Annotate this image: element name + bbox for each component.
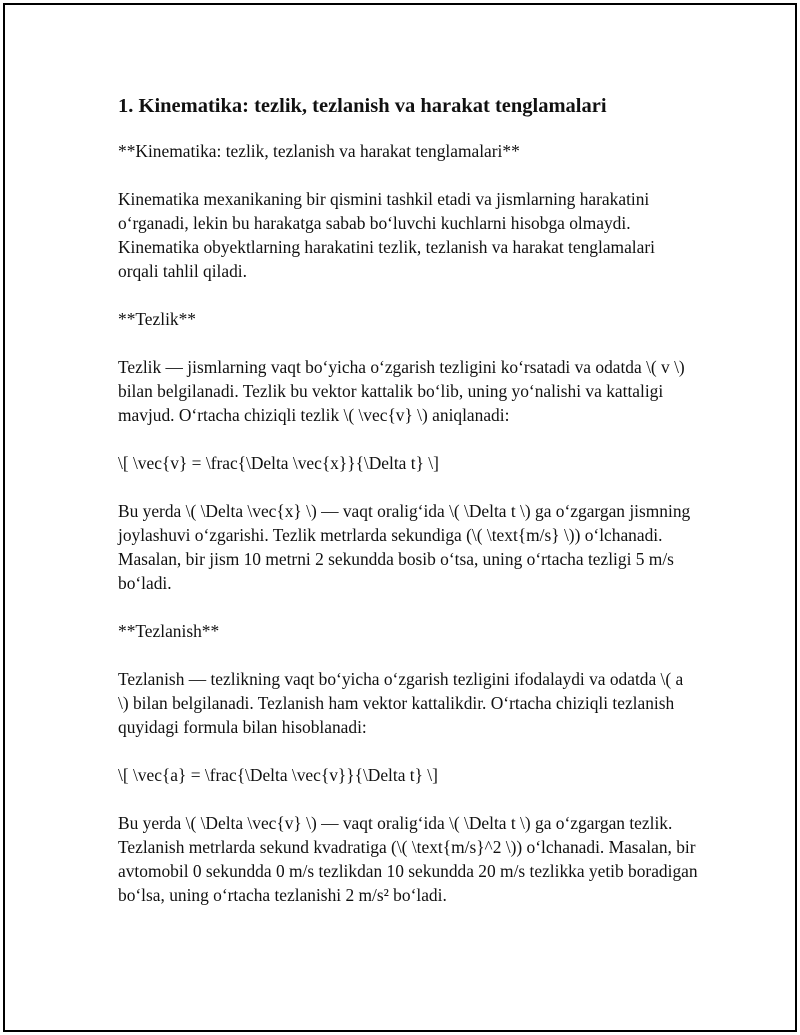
paragraph-bold-title: **Kinematika: tezlik, tezlanish va harakat tenglamalari** [118, 141, 520, 161]
document-body [118, 93, 698, 931]
paragraph-tezlik-definition: Tezlik — jismlarning vaqt bo‘yicha o‘zgarish tezligini ko‘rsatadi va odatda \( v \) bilan belgilanadi. Tezlik bu vektor kattalik bo‘lib, uning yo‘nalishi va kattaligi mavjud. O‘rtacha chiziqli tezlik \( \vec{v} \) aniqlanadi: [118, 357, 685, 425]
formula-acceleration: \[ \vec{a} = \frac{\Delta \vec{v}}{\Delta t} \] [118, 765, 438, 785]
paragraph-tezlik-heading: **Tezlik** [118, 309, 196, 329]
section-heading: 1. Kinematika: tezlik, tezlanish va harakat tenglamalari [118, 95, 607, 117]
paragraph-acceleration-explanation: Bu yerda \( \Delta \vec{v} \) — vaqt oralig‘ida \( \Delta t \) ga o‘zgargan tezlik. Tezlanish metrlarda sekund kvadratiga (\( \text{m/s}^2 \)) o‘lchanadi. Masalan, bir avtomobil 0 sekundda 0 m/s tezlikdan 10 sekundda 20 m/s tezlikka yetib boradigan bo‘lsa, uning o‘rtacha tezlanishi 2 m/s² bo‘ladi. [118, 813, 698, 905]
paragraph-tezlanish-definition: Tezlanish — tezlikning vaqt bo‘yicha o‘zgarish tezligini ifodalaydi va odatda \( a \) bilan belgilanadi. Tezlanish ham vektor kattalikdir. O‘rtacha chiziqli tezlanish quyidagi formula bilan hisoblanadi: [118, 669, 684, 737]
paragraph-intro: Kinematika mexanikaning bir qismini tashkil etadi va jismlarning harakatini o‘rganadi, lekin bu harakatga sabab bo‘luvchi kuchlarni hisobga olmaydi. Kinematika obyektlarning harakatini tezlik, tezlanish va harakat tenglamalari orqali tahlil qiladi. [118, 189, 655, 281]
paragraph-tezlanish-heading: **Tezlanish** [118, 621, 220, 641]
paragraph-velocity-explanation: Bu yerda \( \Delta \vec{x} \) — vaqt oralig‘ida \( \Delta t \) ga o‘zgargan jismning joylashuvi o‘zgarishi. Tezlik metrlarda sekundiga (\( \text{m/s} \)) o‘lchanadi. Masalan, bir jism 10 metrni 2 sekundda bosib o‘tsa, uning o‘rtacha tezligi 5 m/s bo‘ladi. [118, 501, 691, 593]
formula-velocity: \[ \vec{v} = \frac{\Delta \vec{x}}{\Delta t} \] [118, 453, 439, 473]
